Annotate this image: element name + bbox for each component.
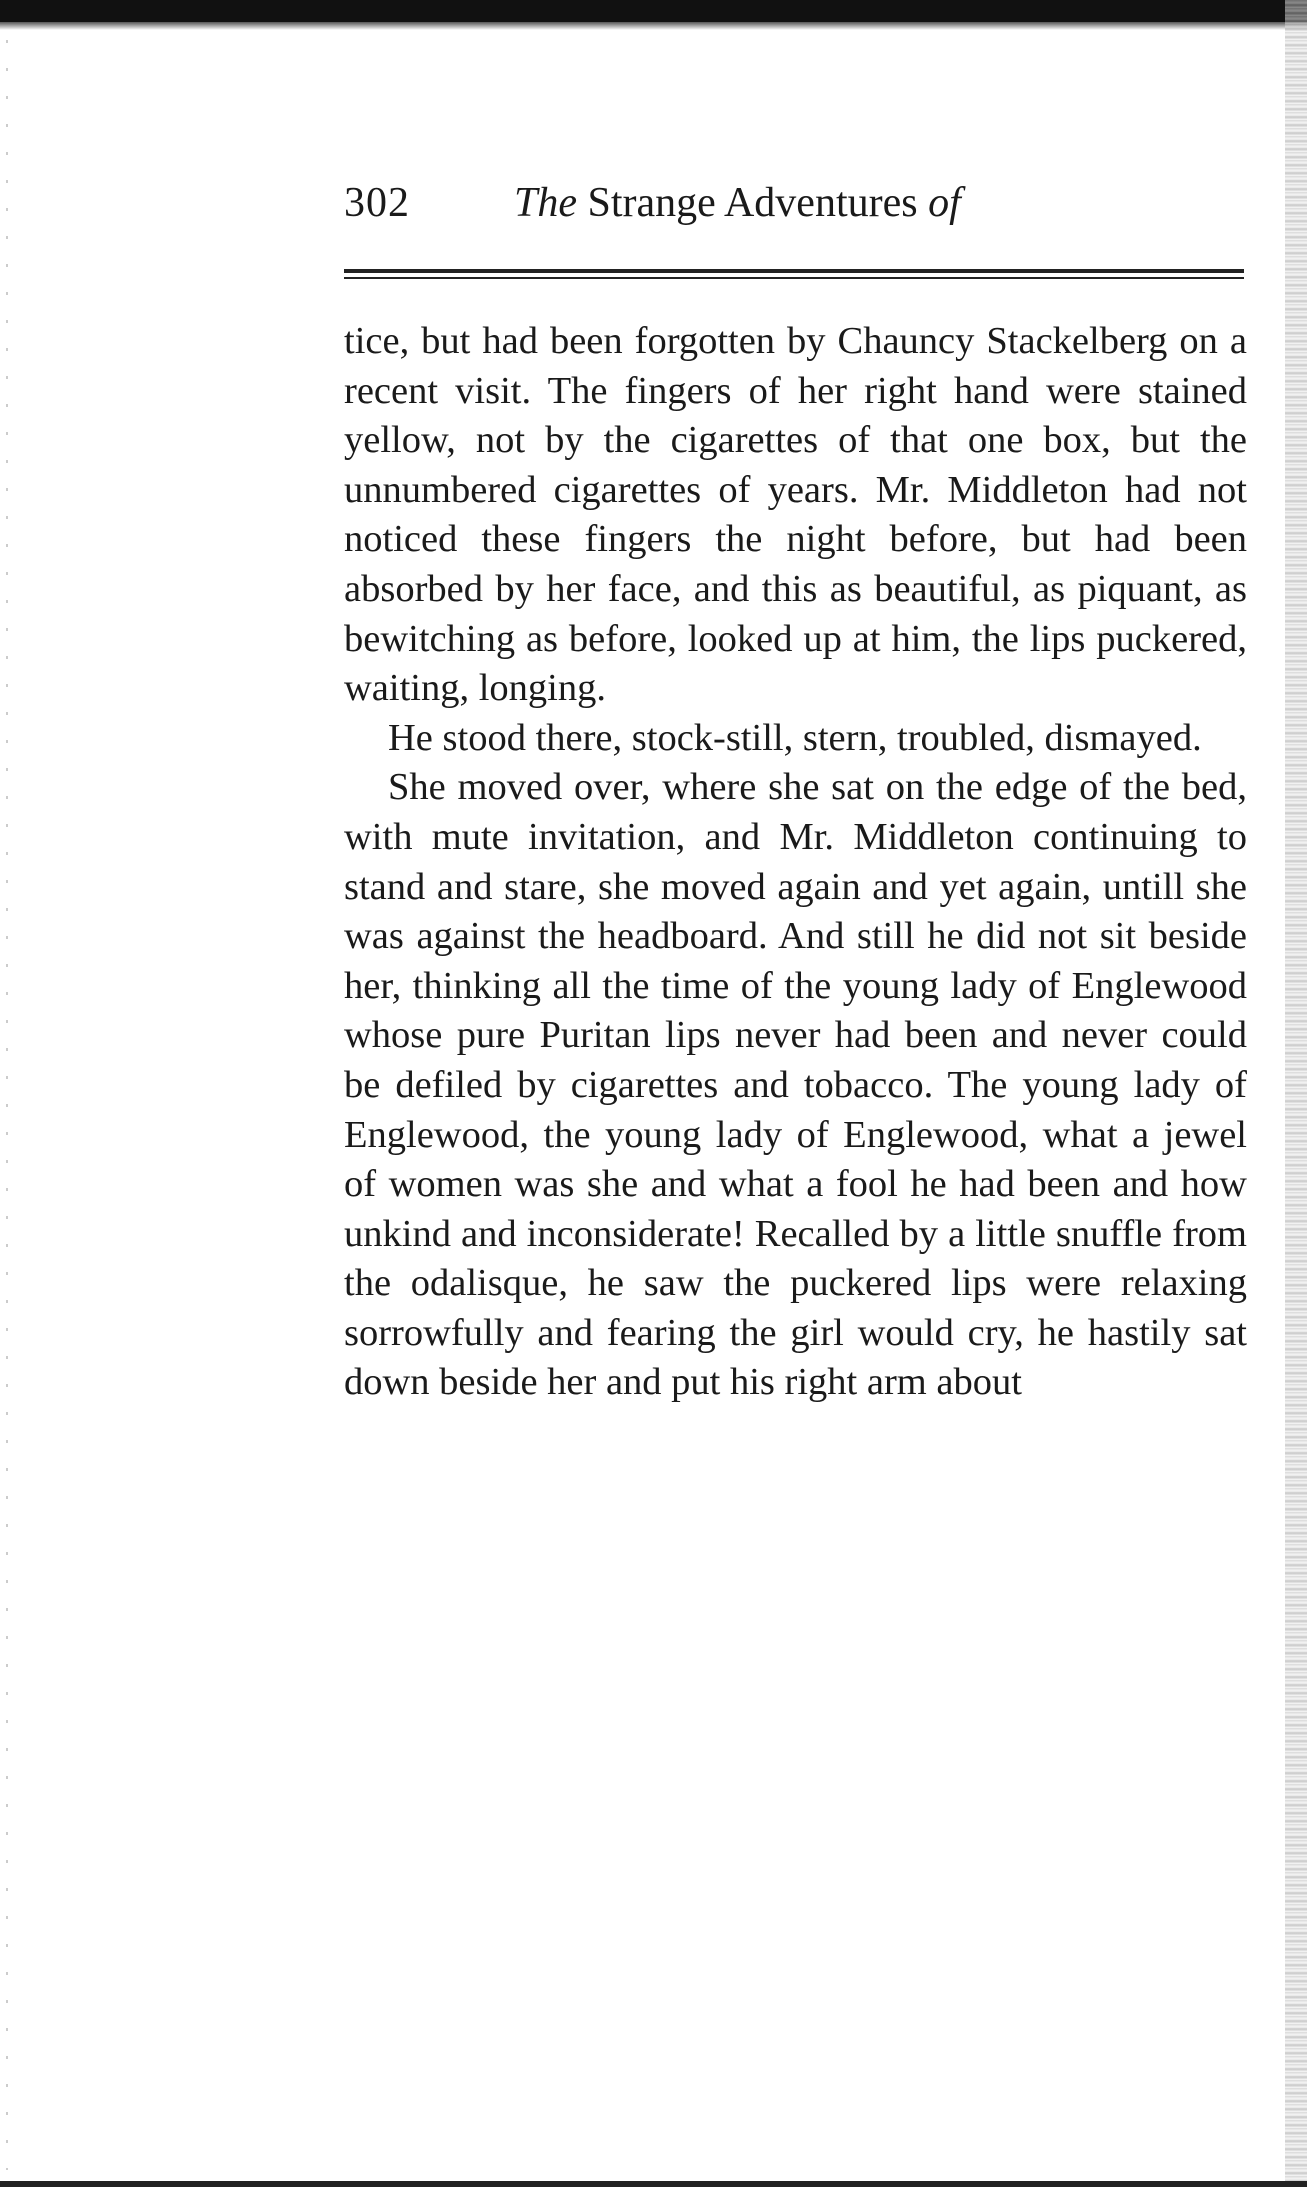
running-title-the: The — [514, 180, 577, 226]
paragraph: He stood there, stock-still, stern, troubled, dismayed. — [388, 716, 1202, 759]
body-text — [344, 317, 1247, 1408]
running-title-main: Strange Adventures — [587, 180, 918, 226]
running-title — [514, 179, 961, 227]
book-page — [344, 175, 1247, 1408]
page-number: 302 — [344, 180, 410, 226]
scan-top-shadow — [0, 22, 1307, 30]
header-double-rule — [344, 269, 1244, 279]
running-header — [344, 175, 1247, 239]
running-title-of: of — [928, 180, 961, 226]
scan-top-edge — [0, 0, 1307, 22]
paragraph-continued: tice, but had been forgotten by Chauncy Stackelberg on a recent visit. The fingers of her right hand were stained yellow, not by the cigarettes of that one box, but the unnumbered cigarettes of years. Mr. Middleton had not noticed these fingers the night before, but had been absorbed by her face, and this as beautiful, as piquant, as bewitching as before, looked up at him, the lips puckered, waiting, longing. — [344, 320, 1247, 710]
scan-right-edge — [1285, 0, 1307, 2187]
scan-bottom-edge — [0, 2181, 1307, 2187]
scan-left-edge — [6, 40, 8, 2170]
paragraph: She moved over, where she sat on the edge of the bed, with mute invitation, and Mr. Middleton continuing to stand and stare, she moved again and yet again, untill she was against the headboard. And still he did not sit beside her, thinking all the time of the young lady of Englewood whose pure Puritan lips never had been and never could be defiled by cigarettes and tobacco. The young lady of Englewood, the young lady of Englewood, what a jewel of women was she and what a fool he had been and how unkind and inconsiderate! Recalled by a little snuffle from the odalisque, he saw the puckered lips were relaxing sorrowfully and fearing the girl would cry, he hastily sat down beside her and put his right arm about — [344, 766, 1247, 1404]
